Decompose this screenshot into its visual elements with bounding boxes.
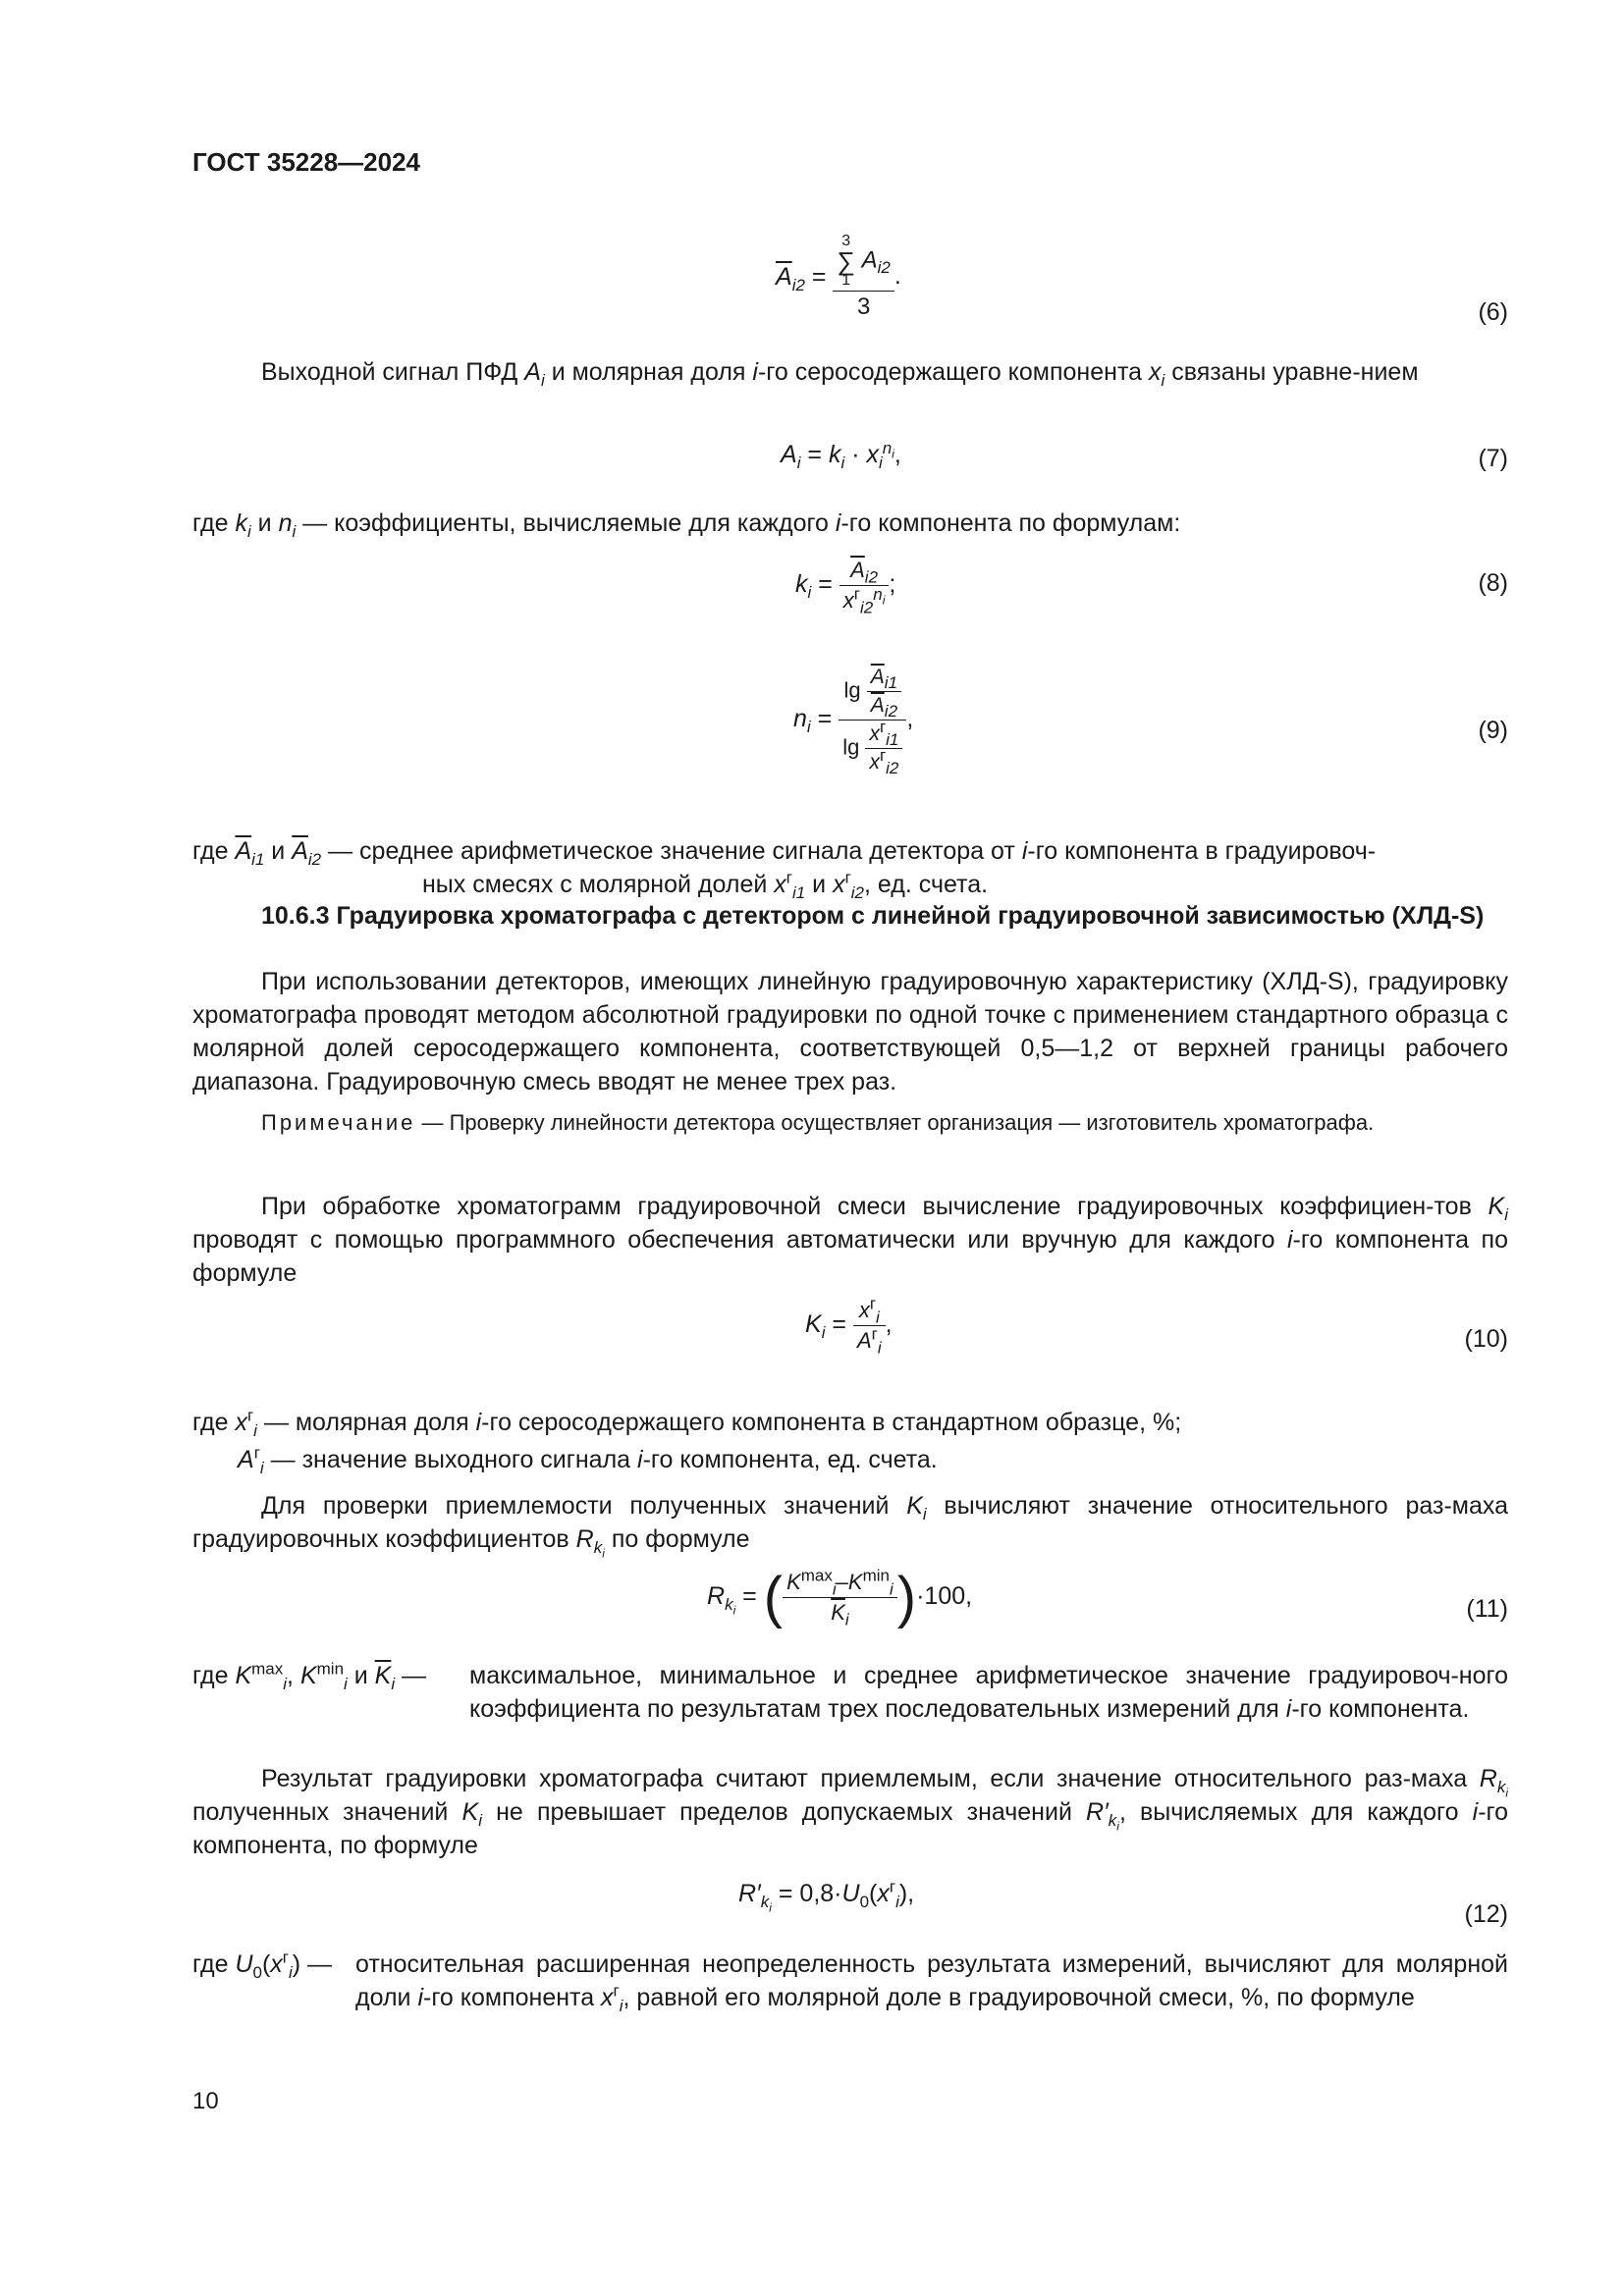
equation-7-number: (7): [1478, 445, 1508, 472]
where-eq10: где $x^г_i$ — молярная доля i-го серосодержащего компонента в стандартном образце, %; $A^г_i$ — значение выходного сигнала i-го компонента, ед. счета.: [192, 1406, 1182, 1477]
paragraph-signal: Выходной сигнал ПФД $A_i$ и молярная доля i-го серосодержащего компонента $x_i$ связаны уравне-нием: [261, 358, 1419, 390]
equation-9-number: (9): [1478, 717, 1508, 744]
paragraph-linear-detectors: При использовании детекторов, имеющих линейную градуировочную характеристику (ХЛД-S), градуировку хроматографа проводят методом абсолютной градуировки по одной точке с применением стандартного образца с молярной долей серосодержащего компонента, соответствующей 0,5—1,2 от верхней границы рабочего диапазона. Градуировочную смесь вводят не менее трех раз.: [192, 968, 1508, 1095]
equation-12: $R'_{k_i} = 0,8\cdot U_0(x^г_i)$,: [738, 1877, 915, 1915]
paragraph-result: Результат градуировки хроматографа считают приемлемым, если значение относительного раз-маха $R_{k_i}$ полученных значений $K_i$ не превышает пределов допускаемых значений $R'_{k_i}$, вычисляемых для каждого i-го компонента, по формуле: [192, 1765, 1508, 1859]
page-number: 10: [192, 2088, 219, 2114]
section-heading-10-6-3: 10.6.3 Градуировка хроматографа с детектором с линейной градуировочной зависимостью (ХЛД-S): [261, 902, 1485, 930]
page-header: ГОСТ 35228—2024: [192, 147, 420, 177]
note: Примечание — Проверку линейности детектора осуществляет организация — изготовитель хроматографа.: [261, 1110, 1375, 1135]
equation-11-number: (11): [1466, 1595, 1508, 1623]
equation-8: $k_i$ = $\frac{\overline{A}_{i2}}{x^г_{i2}^{n_i}}$ ;: [795, 558, 896, 617]
equation-10: $K_i$ = $\frac{x^г_i}{A^г_i}$ ,: [805, 1294, 893, 1358]
equation-7: $A_i = k_i \cdot x_i^{n_i}$,: [781, 438, 901, 472]
equation-11: $R_{k_i}$ = ( $\frac{K^{max}_i-K^{min}_i}{\overline{K}_i}$ )·100,: [707, 1566, 973, 1629]
equation-10-number: (10): [1464, 1325, 1508, 1353]
equation-9: $n_i$ = lg $\frac{\overline{A}_{i1}}{\overline{A}_{i2}}$ lg $\frac{x^г_{i1}}{x^г_{i2}}$ ,: [793, 666, 914, 778]
paragraph-processing: При обработке хроматограмм градуировочной смеси вычисление градуировочных коэффициен-тов $K_i$ проводят с помощью программного обеспечения автоматически или вручную для каждого i-го компонента по формуле: [192, 1193, 1508, 1287]
where-eq9: где $\overline{A}_{i1}$ и $\overline{A}_{i2}$ — среднее арифметическое значение сигнала детектора от i-го компонента в градуировоч- ных смесях с молярной долей $x^г_{i1}$ и $x^г_{i2}$, ед. счета.: [192, 837, 1377, 902]
paragraph-coefficients: где $k_i$ и $n_i$ — коэффициенты, вычисляемые для каждого i-го компонента по формулам:: [192, 509, 1181, 541]
equation-6-number: (6): [1478, 298, 1508, 326]
paragraph-acceptability: Для проверки приемлемости полученных значений $K_i$ вычисляют значение относительного раз-маха градуировочных коэффициентов $R_{k_i}$ по формуле: [192, 1492, 1508, 1561]
equation-6: $\overline{A}_{i2}$ = 3 ∑ 1 $A_{i2}$ 3 .: [776, 233, 901, 320]
equation-8-number: (8): [1478, 569, 1508, 597]
equation-12-number: (12): [1464, 1900, 1508, 1928]
